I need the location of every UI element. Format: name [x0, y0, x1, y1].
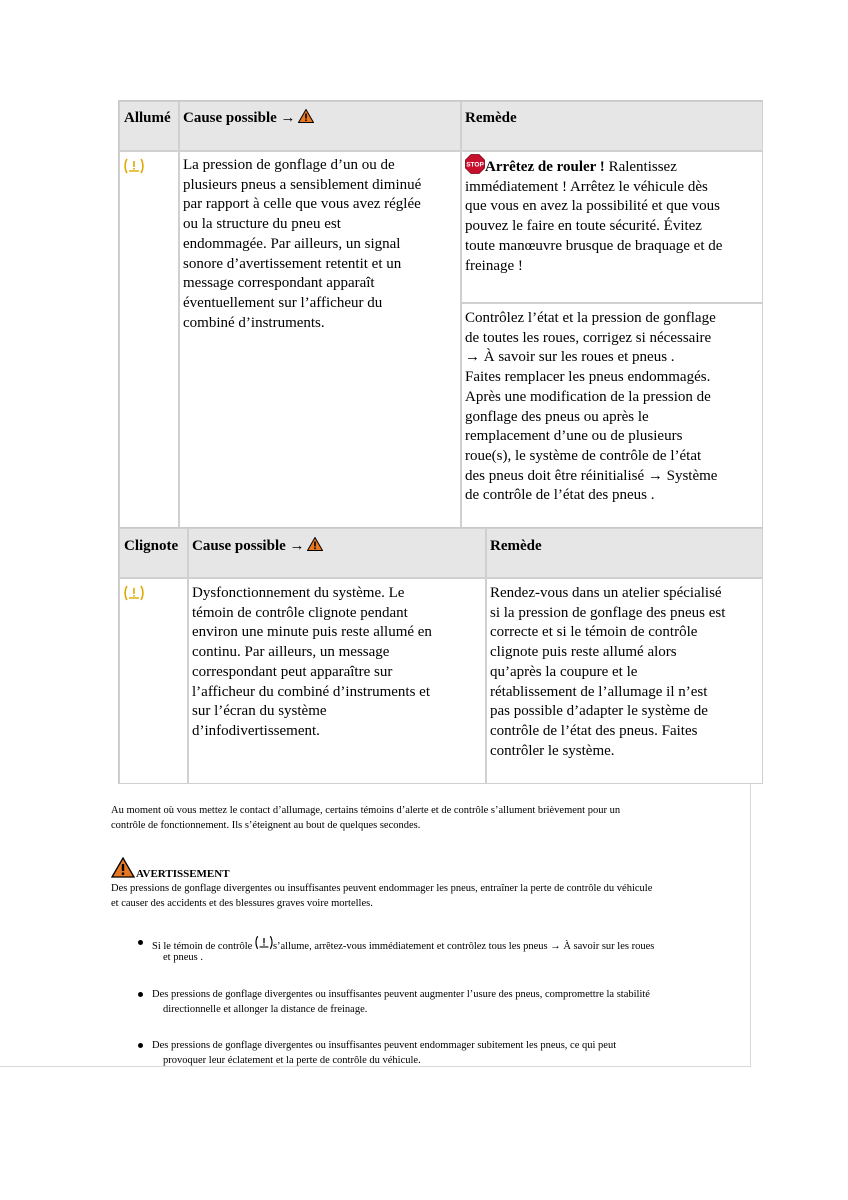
header-remede-2: Remède: [490, 538, 542, 554]
remedy-cell-t2: [486, 578, 763, 784]
bullet-3-line-2: provoquer leur éclatement et la perte de contrôle du véhicule.: [163, 1055, 421, 1066]
warning-intro-2: et causer des accidents et des blessures graves voire mortelles.: [111, 898, 373, 909]
text-line: toute manœuvre brusque de braquage et de: [465, 237, 723, 254]
header-clignote: Clignote: [124, 538, 179, 554]
text-line: plusieurs pneus a sensiblement diminué: [183, 176, 422, 193]
text-line: si la pression de gonflage des pneus est: [490, 604, 726, 621]
bullet-1-line-1: Si le témoin de contrôle s’allume, arrêtez-vous immédiatement et contrôlez tous les pneus → À savoir sur les roues: [152, 935, 654, 954]
tpms-warning-icon: [255, 935, 273, 950]
text-line: roue(s), le système de contrôle de l’état: [465, 447, 702, 464]
warning-triangle-icon: [111, 857, 135, 878]
text-line: pas possible d’adapter le système de: [490, 703, 708, 720]
warning-intro-1: Des pressions de gonflage divergentes ou insuffisantes peuvent endommager les pneus, entraîner la perte de contrôle du véhicule: [111, 883, 653, 894]
header-remede: Remède: [465, 110, 517, 126]
text-line: que vous en avez la possibilité et que vous: [465, 198, 720, 215]
text-line: éventuellement sur l’afficheur du: [183, 294, 383, 311]
text-line: pouvez le faire en toute sécurité. Évitez: [465, 218, 702, 235]
text-line: contrôle de l’état des pneus. Faites: [490, 722, 698, 739]
table-clignote: [118, 527, 763, 784]
header-cell-cause: [179, 101, 461, 151]
text-line: rétablissement de l’allumage il n’est: [490, 683, 708, 700]
cause-cell: [179, 151, 461, 528]
cause-text-2: [192, 584, 432, 742]
text-line: Dysfonctionnement du système. Le: [192, 585, 405, 601]
cause-cell-2: [188, 578, 486, 784]
text-line: sonore d’avertissement retentit et un: [183, 255, 402, 272]
text-line: qu’après la coupure et le: [490, 663, 638, 680]
warning-title: AVERTISSEMENT: [136, 868, 230, 880]
header-cell-remedy: [461, 101, 763, 151]
bullet-dot-3: [138, 1043, 143, 1048]
remedy1-lines: [465, 178, 722, 277]
note-line-2: contrôle de fonctionnement. Ils s’éteignent au bout de quelques secondes.: [111, 820, 421, 831]
remedy-cell-1: [461, 151, 763, 303]
bullet-3-line-1: Des pressions de gonflage divergentes ou insuffisantes peuvent endommager subitement les pneus, ce qui peut: [152, 1040, 617, 1051]
text-line: Après une modification de la pression de: [465, 388, 711, 405]
text-line: freinage !: [465, 257, 523, 274]
warning-triangle-icon: [298, 109, 314, 123]
text-line: Contrôlez l’état et la pression de gonflage: [465, 310, 716, 326]
text-line: par rapport à celle que vous avez réglée: [183, 196, 421, 213]
header-cell-cause-2: [188, 528, 486, 578]
icon-cell-2: [119, 578, 188, 784]
stop-sign-icon: [465, 154, 485, 174]
bullet-1-line-2: et pneus .: [163, 952, 203, 963]
text-line: environ une minute puis reste allumé en: [192, 624, 432, 641]
text-line: clignote puis reste allumé alors: [490, 644, 677, 661]
icon-cell: [119, 151, 179, 528]
bullet-dot-2: [138, 992, 143, 997]
stop-driving-bold: Arrêtez de rouler !: [485, 159, 605, 175]
header-cause: Cause possible →: [183, 109, 314, 127]
tpms-warning-icon: [124, 585, 144, 601]
bullet-2-line-1: Des pressions de gonflage divergentes ou insuffisantes peuvent augmenter l’usure des pneus, compromettre la stabilité: [152, 989, 650, 1000]
warning-triangle-icon: [307, 537, 323, 551]
bullet-dot-1: [138, 940, 143, 945]
text-line: témoin de contrôle clignote pendant: [192, 604, 408, 621]
note-line-1: Au moment où vous mettez le contact d’allumage, certains témoins d’alerte et de contrôle s’allument brièvement pour un: [111, 805, 621, 816]
remedy-text-1: [465, 154, 722, 276]
text-line: remplacement d’une ou de plusieurs: [465, 428, 683, 445]
header-cell-remedy-2: [486, 528, 763, 578]
svg-text:STOP: STOP: [466, 161, 484, 169]
text-line: de contrôle de l’état des pneus .: [465, 487, 655, 504]
text-line: sur l’écran du système: [192, 703, 327, 720]
remedy-cell-2: [461, 303, 763, 528]
frame-right-border: [750, 784, 751, 1067]
text-line: correspondant peut apparaître sur: [192, 663, 393, 680]
text-line: Rendez-vous dans un atelier spécialisé: [490, 585, 722, 601]
text-line: de toutes les roues, corrigez si nécessaire: [465, 329, 712, 346]
text-line: contrôler le système.: [490, 742, 615, 759]
table-allume: [118, 100, 763, 528]
tpms-warning-icon: [124, 158, 144, 174]
bullet-2-line-2: directionnelle et allonger la distance de freinage.: [163, 1004, 368, 1015]
remedy-text-2: [465, 309, 717, 506]
text-line: immédiatement ! Arrêtez le véhicule dès: [465, 178, 708, 195]
text-line: correcte et si le témoin de contrôle: [490, 624, 698, 641]
text-line: l’afficheur du combiné d’instruments et: [192, 683, 430, 700]
remedy-text-t2: [490, 584, 725, 761]
text-line: ou la structure du pneu est: [183, 216, 341, 233]
text-line: combiné d’instruments.: [183, 314, 325, 331]
text-line: des pneus doit être réinitialisé → Système: [465, 467, 718, 484]
header-allume: Allumé: [124, 110, 171, 126]
header-cause-2: Cause possible →: [192, 537, 323, 555]
cause-text: [183, 156, 421, 333]
text-line: d’infodivertissement.: [192, 722, 320, 739]
text-line: continu. Par ailleurs, un message: [192, 644, 390, 661]
text-line: La pression de gonflage d’un ou de: [183, 157, 395, 173]
text-line: message correspondant apparaît: [183, 275, 375, 292]
header-cell-state-2: [119, 528, 188, 578]
text-line: → À savoir sur les roues et pneus .: [465, 349, 675, 366]
header-cell-state: [119, 101, 179, 151]
text-line: gonflage des pneus ou après le: [465, 408, 649, 425]
text-line: endommagée. Par ailleurs, un signal: [183, 235, 401, 252]
remedy1-first-line: Ralentissez: [604, 159, 677, 175]
text-line: Faites remplacer les pneus endommagés.: [465, 369, 711, 386]
